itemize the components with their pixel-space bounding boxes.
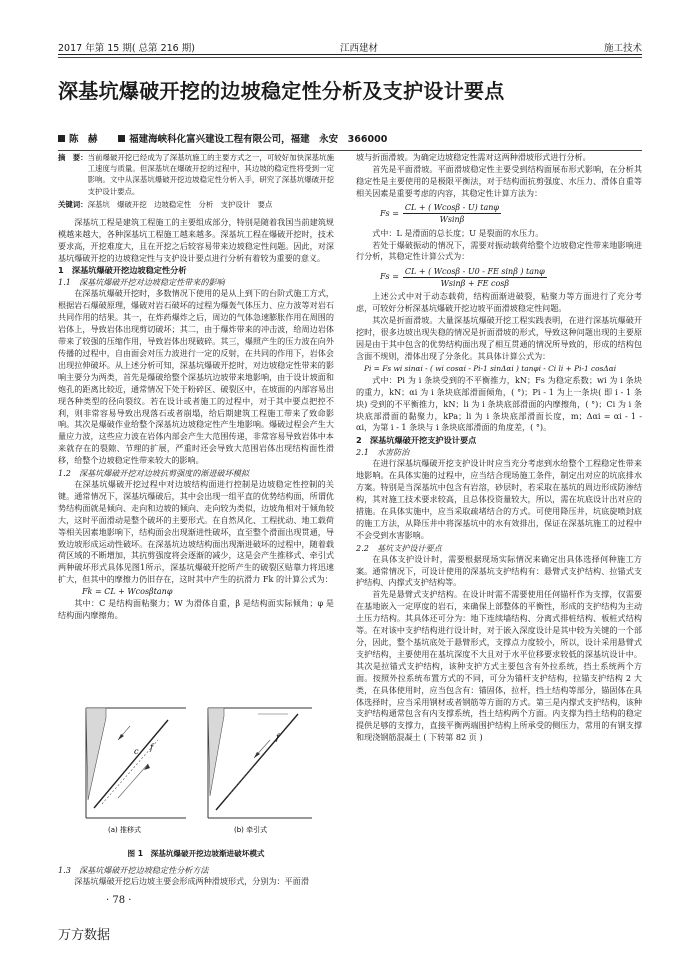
formula-fk-note: 其中：C 是结构面粘聚力；W 为滑体自重，β 是结构面实际倾角；φ 是结构面内摩擦角。 bbox=[58, 598, 334, 621]
figure-panel-b bbox=[208, 708, 312, 834]
figure-panel-a bbox=[86, 708, 186, 834]
section-name: 施工技术 bbox=[603, 43, 642, 54]
section-1-2-text: 在深基坑爆破开挖过程中对边坡结构面进行控制是边坡稳定性控制的关键。通常情况下，深基坑爆破后，其中会出现一组平直的优势结构面，所谓优势结构面就是倾向、走向和边坡的倾向、走向较为类似，边坡角相对于倾角较大，这时平面滑动是整个破坏的主要形式。在自然风化、工程扰动、地工载荷等相关因素地影响下，结构面会出现渐进性破坏，直至整个滑面出现贯通，导致边坡形成运动性破坏。在深基坑边坡结构面出现渐进破坏的过程中，随着载荷区域的不断增加，其抗剪强度将会逐渐的减少，这是会产生推移式、牵引式两种破坏形式具体见图1所示，深基坑爆破开挖所产生的破裂区贴靠力将迅速扩大，但其中的摩擦力仍旧存在，这时其中产生的抗滑力 Fk 的计算公式为： bbox=[58, 479, 334, 585]
section-1-3-text: 深基坑爆破开挖后边坡主要会形成两种滑坡形式，分别为：平面滑 bbox=[74, 876, 309, 886]
formula-fk-lhs: Fk = bbox=[82, 587, 102, 597]
formula-pi-note: 式中：Pi 为 i 条块受到的不平衡推力，kN；Fs 为稳定系数；wi 为 i 条块的重力，kN；αi 为 i 条块底部滑面倾角，( °)；Pi - 1 为上一条块( 即 i - 1 条块) 受到的不平衡推力，kN；li 为 i 条块底部滑面的内摩擦角，( °)；Ci 为 i 条块底部滑面的黏聚力，kPa；li 为 i 条块底部滑面长度，m；Δαi = αi - 1 - αi，为第 i - 1 条块与 i 条块底部滑面的角度差，( °)。 bbox=[356, 374, 642, 433]
formula-fs-1-lhs: Fs = bbox=[380, 208, 399, 218]
section-1-3-heading: 1.3 深基坑爆破开挖边坡稳定性分析方法 bbox=[58, 865, 209, 875]
keywords-label: 关键词： bbox=[58, 199, 88, 209]
right-p1: 坡与折面滑坡。为确定边坡稳定性需对这两种滑坡形式进行分析。 bbox=[356, 152, 591, 162]
journal-name: 江西建材 bbox=[340, 43, 379, 54]
left-column bbox=[58, 152, 334, 622]
figure-label-c: c bbox=[134, 747, 139, 756]
figure-label-f-b: f bbox=[276, 733, 279, 742]
title-rule bbox=[58, 150, 642, 151]
formula-fs-1-num: CL + ( Wcosβ - U) tanφ bbox=[404, 203, 499, 213]
formula-fs-2-den: Wsinβ + FE cosβ bbox=[440, 278, 510, 288]
formula-fs-2-num: CL + ( Wcosβ - U0 - FE sinβ ) tanφ bbox=[404, 266, 545, 276]
running-header bbox=[58, 38, 642, 54]
formula-fs-1-note: 式中：L 是滑面的总长度；U 是裂面的水压力。 bbox=[372, 227, 544, 238]
affiliation-square-icon bbox=[118, 135, 125, 142]
header-rule-thin bbox=[58, 57, 642, 58]
figure-sub-a: (a) 推移式 bbox=[108, 826, 141, 834]
formula-pi: Pi = Fs wi sinαi - ( wi cosαi - Pi-1 sinΔαi ) tanφi - Ci li + Pi-1 cosΔαi bbox=[364, 363, 617, 373]
intro-paragraph: 深基坑工程是建筑工程施工的主要组成部分，特别是随着我国当前建筑规模越来越大，各种深基坑工程施工越来越多。深基坑工程在爆破开挖时，技术要求高，开挖难度大，且在开挖之后较容易带来边坡稳定性问题。因此，对深基坑爆破开挖的边坡稳定性与支护设计要点进行分析有着较为重要的意义。 bbox=[58, 216, 334, 263]
abstract bbox=[58, 152, 334, 197]
section-2-2-text-2: 首先是悬臂式支护结构。在设计时需不需要使用任何锚杆作为支撑，仅需要在基地嵌入一定厚度的岩石，来确保上部整体的平衡性，形成的支护结构为主动土压力结构。其具体还可分为：地下连续墙结构、分离式排桩结构、板桩式结构等。在对该中支护结构进行设计时，对于嵌入深度设计是其中较为关键的一个部分，因此，整个基坑底处于悬臂形式，支撑点力度较小，所以，设计采用悬臂式支护结构，主要使用在基坑深度不大且对于水平位移要求较低的深基坑设计中。其次是拉锚式支护结构，该种支护方式主要包含有外拉系统，挡土系统两个方面。按照外拉系统布置方式的不同，可分为锚杆支护结构，拉锚支护结构 2 大类，在具体使用时，应当包含有：锚固体，拉杆，挡土结构等部分，锚固体在具体选择时，应当采用钢材或者钢筋等方面的方式。第三是内撑式支护结构，该种支护结构通常包含有内支撑系统，挡土结构两个方面。内支撑为挡土结构的稳定提供足够的支撑力，直接平衡两端围护结构上所承受的侧压力，常用的有钢支撑和现浇钢筋混凝土 ( 下转第 82 页 ) bbox=[356, 589, 642, 743]
keywords bbox=[58, 199, 334, 211]
issue-info: 2017 年第 15 期( 总第 216 期) bbox=[58, 43, 195, 54]
section-1-heading: 1 深基坑爆破开挖边坡稳定性分析 bbox=[58, 265, 187, 276]
formula-fs-1-frac bbox=[403, 202, 501, 225]
section-2-1-text: 在进行深基坑爆破开挖支护设计时应当充分考虑到水给整个工程稳定性带来地影响。在具体实施的过程中，应当结合现场施工条件，制定出对应的坑底排水方案。特别是当深基坑中包含有岩溶，砂层时，若采取在基坑的周边形成防渗结构，其对施工技术要求较高，且总体投资量较大，所以，需在坑底设计出对应的措施。在具体实施中，应当采取疏堵结合的方式。可使用降压井，坑底旋喷封底的施工方法，从降压井中将深基坑中的水有效排出，保证在深基坑施工的过程中不会受到水害影响。 bbox=[356, 458, 642, 540]
author-affiliation: 福建海峡科化富兴建设工程有限公司，福建 永安 366000 bbox=[129, 134, 388, 145]
header-rule-thick bbox=[58, 54, 642, 55]
right-column bbox=[356, 152, 642, 744]
right-p3: 若处于爆破振动的情况下，需要对振动载荷给整个边坡稳定性带来地影响进行分析，其稳定性计算公式为： bbox=[356, 239, 642, 262]
left-column-tail bbox=[58, 864, 334, 888]
page-number: · 78 · bbox=[106, 895, 132, 906]
section-2-heading: 2 深基坑爆破开挖支护设计要点 bbox=[356, 435, 477, 446]
formula-fk bbox=[58, 586, 334, 598]
section-2-1-heading: 2.1 水害防治 bbox=[356, 447, 410, 458]
author-line bbox=[58, 131, 387, 145]
right-p5: 其次是折面滑坡。大量深基坑爆破开挖工程实践表明，在进行深基坑爆破开挖时，很多边坡出现失稳的情况是折面滑坡的形式，导致这种问题出现的主要原因是由于其中包含的优势结构面出现了相互贯通的情况所导致的，形成的结构包含面不规则，滑体出现了分条化。其具体计算公式为： bbox=[356, 315, 642, 361]
section-2-2-heading: 2.2 基坑支护设计要点 bbox=[356, 542, 442, 553]
section-1-2-heading: 1.2 深基坑爆破开挖对边坡抗剪强度的渐进破坏模拟 bbox=[58, 468, 249, 479]
abstract-text: 当前爆破开挖已经成为了深基坑施工的主要方式之一，可较好加快深基坑施工速度与质量。但深基坑在爆破开挖的过程中，其边坡的稳定性将受到一定影响。文中从深基坑爆破开挖边坡稳定性分析入手，研究了深基坑爆破开挖支护设计要点。 bbox=[87, 153, 334, 196]
keywords-text: 深基坑 爆破开挖 边坡稳定性 分析 支护设计 要点 bbox=[87, 199, 273, 209]
footer-watermark: 万方数据 bbox=[58, 928, 111, 943]
right-p4: 上述公式中对于动态载荷，结构面渐进破裂，粘聚力等方面进行了充分考虑，可较好分析深基坑爆破开挖边坡平面滑坡稳定性问题。 bbox=[356, 291, 642, 314]
author-name: 陈 赫 bbox=[69, 134, 98, 145]
paper-title: 深基坑爆破开挖的边坡稳定性分析及支护设计要点 bbox=[58, 79, 505, 103]
figure-1-drawing bbox=[58, 700, 334, 840]
figure-sub-b: (b) 牵引式 bbox=[234, 826, 268, 834]
formula-fs-2-lhs: Fs = bbox=[380, 272, 399, 282]
right-p2: 首先是平面滑坡。平面滑坡稳定性主要受到结构面展布形式影响，在分析其稳定性是主要使用的是极限平衡法，对于结构面抗剪强度、水压力、滑体自重等相关因素是重要考虑的内容，其稳定性计算方法为： bbox=[356, 163, 642, 198]
formula-fs-1-den: Wsinβ bbox=[439, 215, 465, 225]
section-1-1-heading: 1.1 深基坑爆破开挖对边坡稳定性带来的影响 bbox=[58, 277, 225, 288]
section-2-2-text-1: 在具体支护设计时，需要根据现场实际情况来确定出具体选择何种施工方案。通常情况下，可设计使用的深基坑支护结构有：悬臂式支护结构、拉锚式支护结构、内撑式支护结构等。 bbox=[356, 553, 642, 588]
formula-fs-2 bbox=[356, 263, 642, 291]
author-square-icon bbox=[58, 135, 65, 142]
formula-fk-rhs: CL + Wcosβtanφ bbox=[104, 587, 173, 597]
figure-1-caption: 图 1 深基坑爆破开挖边坡渐进破坏模式 bbox=[127, 849, 265, 858]
figure-label-f-a: f bbox=[150, 743, 153, 752]
figure-1 bbox=[58, 700, 334, 834]
formula-fs-2-frac bbox=[403, 266, 547, 289]
section-1-1-text: 在深基坑爆破开挖时，多数情况下使用的是从上到下的台阶式施工方式，根据岩石爆破原理，爆破对岩石破坏的过程为爆轰气体压力、应力波等对岩石共同作用的结果。其一，在炸药爆炸之后，周边的气体急速膨胀作用在周围的岩体上，导致岩体出现剪切破坏；其二，由于爆炸带来的冲击波，给周边岩体带来了较强的压缩作用，导致岩体出现破碎。其三，爆照产生的压力波在向外传播的过程中，自由面会对压力波进行一定的反射，在共同的作用下，岩体会出现拉伸破坏。从上述分析可知，深基坑爆破开挖时，对边坡稳定性带来的影响主要分为两类，首先是爆破给整个深基坑边坡带来地影响，由于设计坡面和炮孔的距离比较近，通常情况下处于粉碎区、破裂区中，在坡面的内部容易出现各种类型的径向裂纹。若在设计或者施工的过程中，对于其中要点把控不利，则非常容易导致出现落石或者崩塌，给后期建筑工程施工带来了致命影响。其次是爆破作业给整个深基坑边坡稳定性产生地影响。爆破过程会产生大量应力波，这些应力波在岩体内部会产生大范围传递，非常容易导致岩体中本来就存在的裂隙、节理的扩展，严重时还会导致大范围岩体出现结构面性滑移，给整个边坡稳定性带来较大的影响。 bbox=[58, 288, 334, 466]
formula-fs-1 bbox=[356, 200, 642, 228]
abstract-label: 摘 要： bbox=[58, 153, 88, 162]
